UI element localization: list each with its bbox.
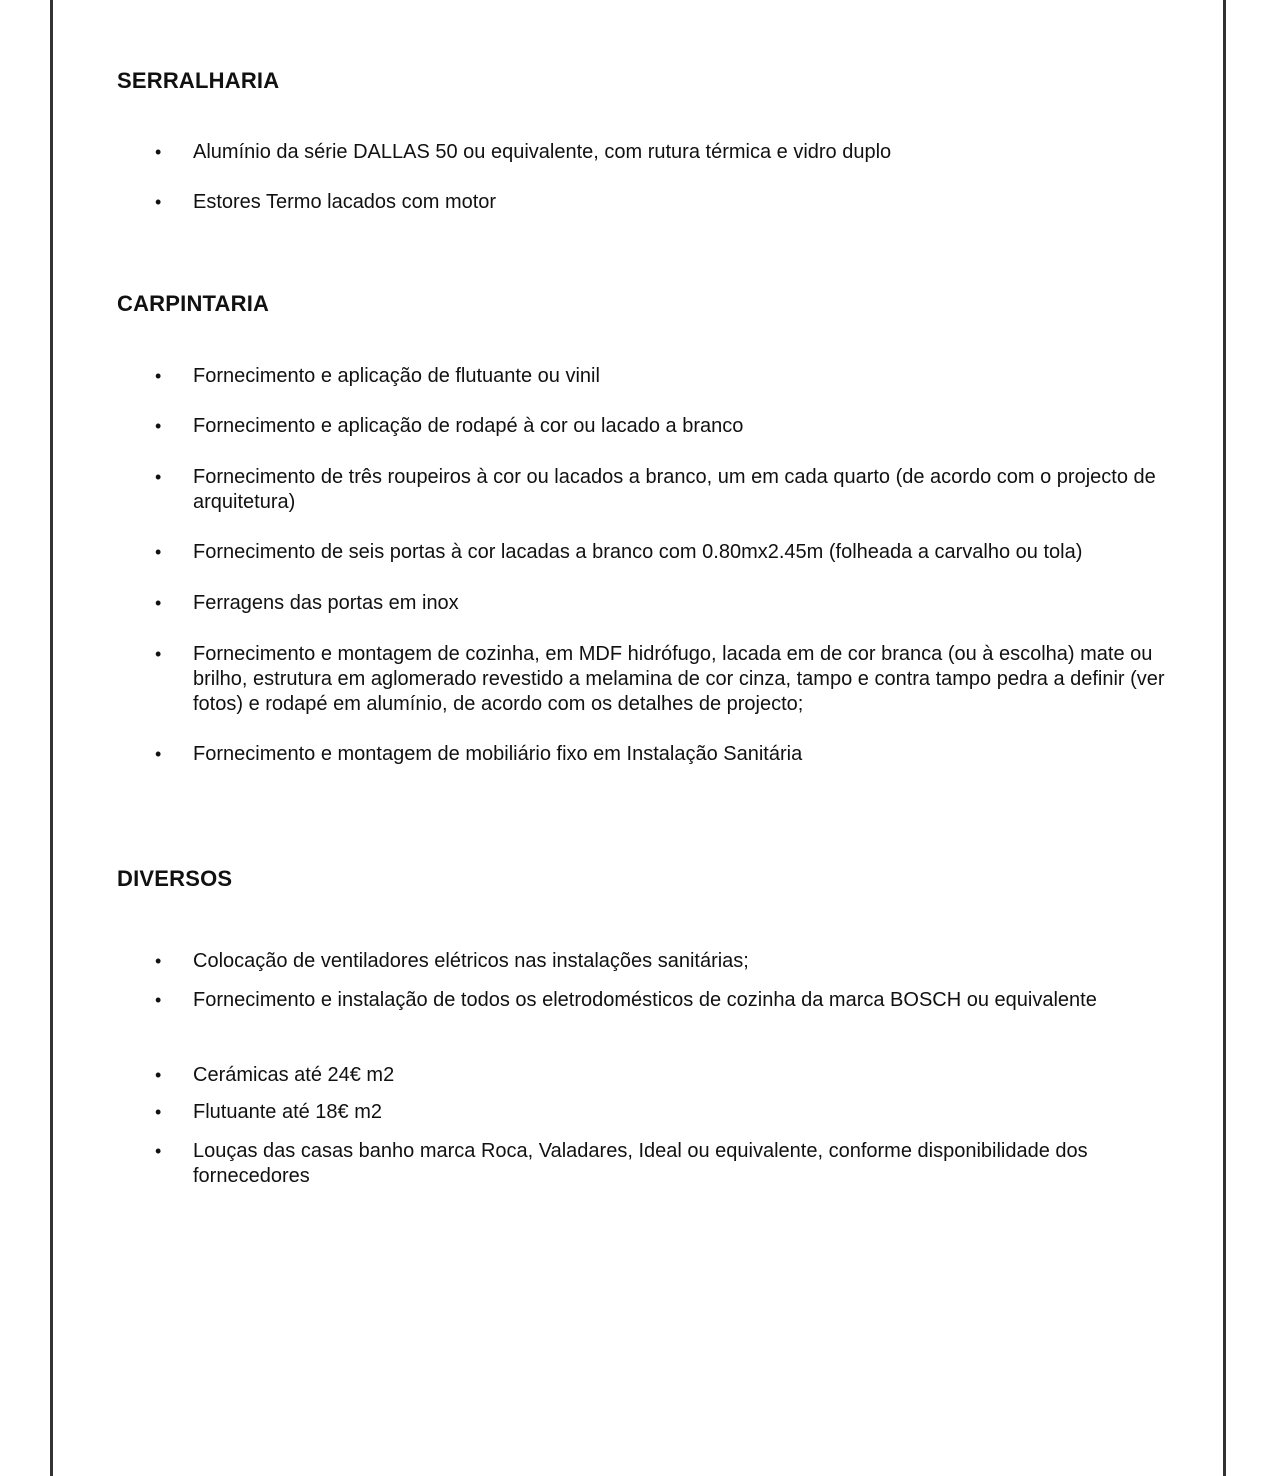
bullet-icon: • [155,192,162,212]
bullet-icon: • [155,142,162,162]
bullet-icon: • [155,366,162,386]
document-page [50,0,1226,1476]
section-title-diversos: DIVERSOS [117,866,233,891]
list-item-text: Fornecimento de três roupeiros à cor ou lacados a branco, um em cada quarto (de acordo com o projecto de arquitetura) [193,466,1156,513]
list-item-text: Fornecimento e aplicação de rodapé à cor ou lacado a branco [193,415,744,437]
list-item-text: Fornecimento de seis portas à cor lacadas a branco com 0.80mx2.45m (folheada a carvalho ou tola) [193,541,1083,563]
list-item-text: Alumínio da série DALLAS 50 ou equivalente, com rutura térmica e vidro duplo [193,141,892,163]
section-title-serralharia: SERRALHARIA [117,68,280,93]
list-item-text: Estores Termo lacados com motor [193,191,497,213]
bullet-icon: • [155,951,162,971]
bullet-icon: • [155,744,162,764]
bullet-icon: • [155,1141,162,1161]
bullet-icon: • [155,467,162,487]
list-item-text: Flutuante até 18€ m2 [193,1101,383,1123]
bullet-icon: • [155,542,162,562]
list-item-text: Fornecimento e aplicação de flutuante ou vinil [193,365,600,387]
bullet-icon: • [155,1102,162,1122]
list-item-text: Louças das casas banho marca Roca, Valadares, Ideal ou equivalente, conforme disponibilidade dos fornecedores [193,1140,1088,1187]
bullet-icon: • [155,416,162,436]
list-item-text: Fornecimento e montagem de mobiliário fixo em Instalação Sanitária [193,743,803,765]
list-item-text: Fornecimento e instalação de todos os eletrodomésticos de cozinha da marca BOSCH ou equivalente [193,989,1097,1011]
bullet-icon: • [155,1065,162,1085]
bullet-icon: • [155,593,162,613]
section-title-carpintaria: CARPINTARIA [117,291,270,316]
list-item-text: Ferragens das portas em inox [193,592,459,614]
list-item-text: Cerámicas até 24€ m2 [193,1064,395,1086]
list-item-text: Colocação de ventiladores elétricos nas instalações sanitárias; [193,950,749,972]
bullet-icon: • [155,644,162,664]
list-item-text: Fornecimento e montagem de cozinha, em MDF hidrófugo, lacada em de cor branca (ou à escolha) mate ou brilho, estrutura em aglomerado revestido a melamina de cor cinza, tampo e contra tampo pedra a definir (ver fotos) e rodapé em alumínio, de acordo com os detalhes de projecto; [193,643,1165,715]
bullet-icon: • [155,990,162,1010]
